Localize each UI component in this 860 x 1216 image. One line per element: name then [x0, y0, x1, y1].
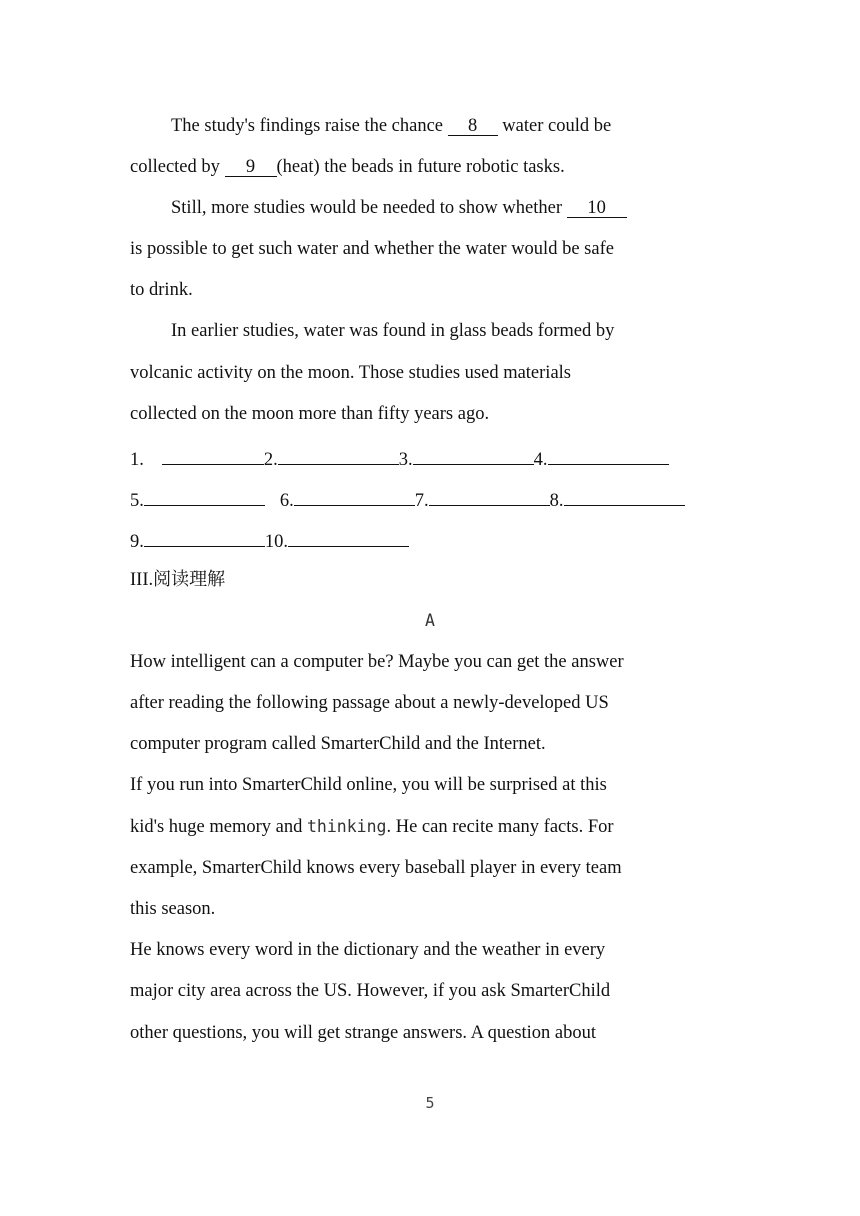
answer-line-8 — [564, 488, 685, 506]
answer-line-5 — [144, 488, 265, 506]
passage-line: this season. — [130, 899, 216, 919]
page-number: 5 — [425, 1094, 435, 1112]
passage-letter: A — [425, 611, 435, 630]
passage-line: kid's huge memory and thinking. He can recite many facts. For — [130, 817, 614, 837]
paragraph-line: volcanic activity on the moon. Those studies used materials — [130, 363, 571, 383]
passage-line: How intelligent can a computer be? Maybe you can get the answer — [130, 652, 624, 672]
passage-line: after reading the following passage about a newly-developed US — [130, 693, 609, 713]
paragraph-line: Still, more studies would be needed to show whether 10 — [171, 197, 627, 219]
answer-line-10 — [288, 529, 409, 547]
paragraph-line: collected on the moon more than fifty years ago. — [130, 404, 490, 424]
paragraph-line: collected by 9 (heat) the beads in future robotic tasks. — [130, 157, 565, 177]
passage-line: major city area across the US. However, if you ask SmarterChild — [130, 981, 611, 1001]
answer-line-7 — [429, 488, 550, 506]
answer-line-6 — [294, 488, 415, 506]
answer-line-1 — [162, 447, 264, 465]
passage-line: example, SmarterChild knows every baseball player in every team — [130, 858, 622, 878]
answer-line-2 — [278, 447, 399, 465]
answer-row: 5. 6. 7. 8. — [130, 488, 685, 512]
answer-blank-9: 9 — [225, 158, 277, 177]
answer-row: 1. 2. 3. 4. — [130, 447, 669, 471]
section-heading: III.阅读理解 — [130, 569, 226, 590]
answer-blank-10: 10 — [567, 199, 627, 218]
answer-line-9 — [144, 529, 265, 547]
passage-line: If you run into SmarterChild online, you will be surprised at this — [130, 775, 607, 795]
paragraph-line: to drink. — [130, 280, 193, 300]
paragraph-line: is possible to get such water and whether the water would be safe — [130, 239, 614, 259]
answer-row: 9. 10. — [130, 529, 409, 553]
paragraph-line: In earlier studies, water was found in glass beads formed by — [171, 321, 615, 341]
paragraph-line: The study's findings raise the chance 8 water could be — [171, 116, 612, 136]
answer-line-3 — [413, 447, 534, 465]
answer-blank-8: 8 — [448, 117, 498, 136]
passage-line: He knows every word in the dictionary and the weather in every — [130, 940, 606, 960]
passage-line: other questions, you will get strange answers. A question about — [130, 1023, 597, 1043]
passage-line: computer program called SmarterChild and the Internet. — [130, 734, 546, 754]
answer-line-4 — [548, 447, 669, 465]
